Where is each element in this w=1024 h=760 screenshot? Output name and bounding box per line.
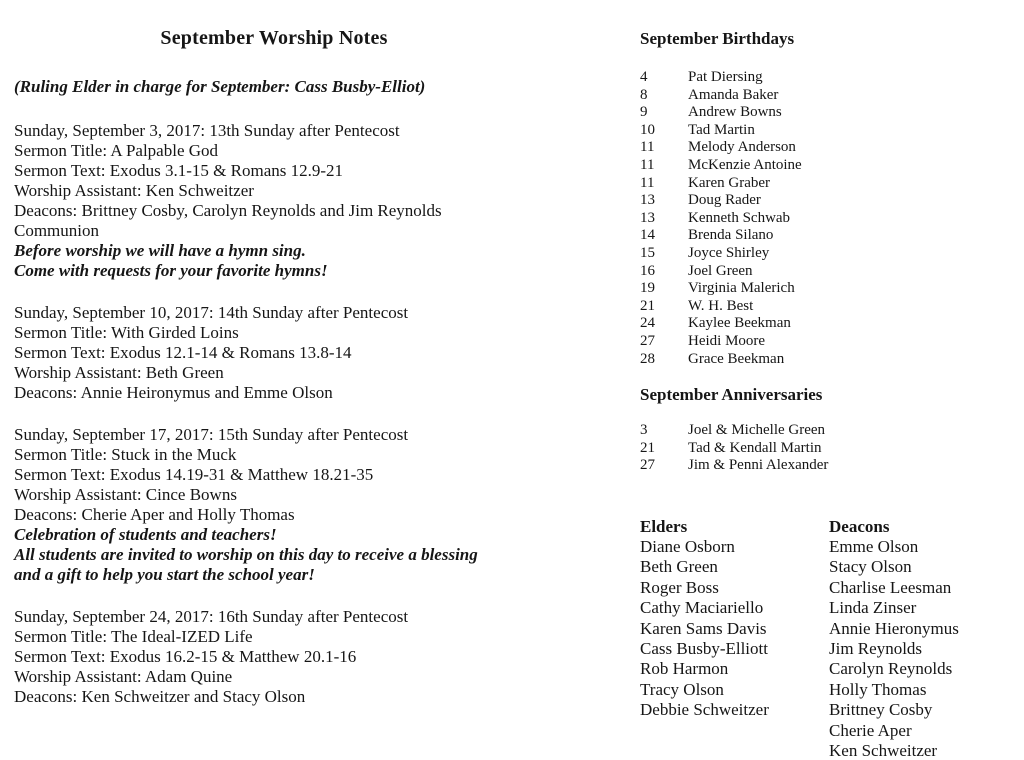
- deacon-name: Linda Zinser: [829, 598, 917, 618]
- service-line: Deacons: Annie Heironymus and Emme Olson: [14, 383, 333, 402]
- anniversary-day: 27: [640, 457, 655, 474]
- elders-heading: Elders: [640, 516, 688, 536]
- service-line: Sunday, September 17, 2017: 15th Sunday after Pentecost: [14, 425, 409, 444]
- birthday-row: [640, 210, 1018, 228]
- deacons-heading: Deacons: [829, 516, 890, 536]
- birthday-day: 14: [640, 227, 655, 244]
- deacons-column: [829, 516, 1018, 760]
- worship-notes-section: [14, 20, 559, 707]
- elder-name: Diane Osborn: [640, 536, 735, 556]
- birthday-name: Karen Graber: [688, 174, 771, 191]
- service-line: Sermon Text: Exodus 16.2-15 & Matthew 20.1-16: [14, 647, 357, 666]
- service-block-sept-17: [14, 425, 559, 585]
- service-line: Sermon Text: Exodus 14.19-31 & Matthew 18.21-35: [14, 465, 374, 484]
- service-line: Worship Assistant: Beth Green: [14, 363, 224, 382]
- service-line: Sermon Title: With Girded Loins: [14, 323, 239, 342]
- birthday-day: 13: [640, 209, 655, 226]
- birthday-name: Grace Beekman: [688, 350, 785, 367]
- deacon-name: Ken Schweitzer: [829, 740, 938, 760]
- elders-list: [640, 537, 829, 721]
- service-line: Sunday, September 10, 2017: 14th Sunday after Pentecost: [14, 303, 409, 322]
- service-line: Deacons: Ken Schweitzer and Stacy Olson: [14, 687, 306, 706]
- elder-name: Beth Green: [640, 557, 718, 577]
- service-line: Sermon Title: A Palpable God: [14, 141, 219, 160]
- service-line: Worship Assistant: Adam Quine: [14, 667, 233, 686]
- birthday-row: [640, 333, 1018, 351]
- birthday-name: W. H. Best: [688, 297, 754, 314]
- birthday-day: 27: [640, 332, 655, 349]
- birthday-row: [640, 69, 1018, 87]
- birthday-row: [640, 157, 1018, 175]
- birthday-row: [640, 280, 1018, 298]
- deacon-name: Brittney Cosby: [829, 700, 933, 720]
- birthday-row: [640, 315, 1018, 333]
- birthday-name: Joyce Shirley: [688, 244, 770, 261]
- birthday-row: [640, 175, 1018, 193]
- ruling-elder-note: (Ruling Elder in charge for September: Cass Busby-Elliot): [14, 77, 426, 96]
- birthday-name: Joel Green: [688, 262, 753, 279]
- birthday-row: [640, 263, 1018, 281]
- deacon-name: Emme Olson: [829, 536, 919, 556]
- birthday-name: Virginia Malerich: [688, 280, 795, 297]
- service-line: Worship Assistant: Ken Schweitzer: [14, 181, 254, 200]
- birthday-name: Melody Anderson: [688, 139, 796, 156]
- birthday-day: 24: [640, 315, 655, 332]
- birthday-row: [640, 192, 1018, 210]
- birthday-name: Kenneth Schwab: [688, 209, 791, 226]
- anniversary-names: Jim & Penni Alexander: [688, 457, 829, 474]
- anniversaries-heading: September Anniversaries: [640, 385, 823, 405]
- birthdays-heading: September Birthdays: [640, 29, 795, 48]
- birthday-name: McKenzie Antoine: [688, 156, 802, 173]
- service-line: Sermon Title: Stuck in the Muck: [14, 445, 237, 464]
- lists-section: [640, 20, 1018, 760]
- elder-name: Cass Busby-Elliott: [640, 638, 768, 658]
- anniversaries-list: [640, 422, 1018, 475]
- service-line: Worship Assistant: Cince Bowns: [14, 485, 237, 504]
- birthday-day: 10: [640, 121, 655, 138]
- birthday-day: 28: [640, 350, 655, 367]
- deacon-name: Stacy Olson: [829, 557, 912, 577]
- birthday-name: Brenda Silano: [688, 227, 774, 244]
- service-block-sept-10: [14, 303, 559, 403]
- elder-name: Karen Sams Davis: [640, 618, 767, 638]
- birthday-day: 13: [640, 192, 655, 209]
- service-line: Communion: [14, 221, 100, 240]
- elder-name: Rob Harmon: [640, 659, 729, 679]
- service-line: Before worship we will have a hymn sing.: [14, 241, 306, 260]
- birthday-name: Pat Diersing: [688, 69, 763, 85]
- anniversary-row: [640, 422, 1018, 440]
- birthday-row: [640, 227, 1018, 245]
- service-line: Sunday, September 24, 2017: 16th Sunday after Pentecost: [14, 607, 409, 626]
- birthday-day: 11: [640, 139, 655, 156]
- birthdays-list: [640, 69, 1018, 368]
- birthday-day: 15: [640, 244, 655, 261]
- elders-column: [640, 516, 829, 760]
- birthday-row: [640, 139, 1018, 157]
- birthday-name: Kaylee Beekman: [688, 315, 791, 332]
- anniversary-day: 21: [640, 439, 655, 456]
- birthday-day: 9: [640, 104, 648, 121]
- deacon-name: Annie Hieronymus: [829, 618, 959, 638]
- anniversary-names: Tad & Kendall Martin: [688, 439, 822, 456]
- service-line: Sermon Text: Exodus 12.1-14 & Romans 13.8-14: [14, 343, 352, 362]
- service-line: Sermon Title: The Ideal-IZED Life: [14, 627, 253, 646]
- birthday-row: [640, 298, 1018, 316]
- anniversary-row: [640, 440, 1018, 458]
- birthday-row: [640, 122, 1018, 140]
- birthday-row: [640, 245, 1018, 263]
- anniversary-names: Joel & Michelle Green: [688, 422, 826, 439]
- birthday-name: Heidi Moore: [688, 332, 766, 349]
- elder-name: Cathy Maciariello: [640, 598, 764, 618]
- deacon-name: Holly Thomas: [829, 679, 927, 699]
- service-block-sept-3: [14, 121, 559, 281]
- anniversary-row: [640, 457, 1018, 475]
- birthday-name: Amanda Baker: [688, 86, 779, 103]
- birthday-day: 11: [640, 156, 655, 173]
- service-line: and a gift to help you start the school year!: [14, 565, 315, 584]
- birthday-name: Andrew Bowns: [688, 104, 782, 121]
- service-line: Sermon Text: Exodus 3.1-15 & Romans 12.9-21: [14, 161, 344, 180]
- birthday-row: [640, 104, 1018, 122]
- birthday-name: Tad Martin: [688, 121, 755, 138]
- service-line: Come with requests for your favorite hymns!: [14, 261, 328, 280]
- birthday-day: 8: [640, 86, 648, 103]
- elder-name: Tracy Olson: [640, 679, 724, 699]
- birthday-day: 16: [640, 262, 655, 279]
- deacon-name: Carolyn Reynolds: [829, 659, 953, 679]
- elder-name: Roger Boss: [640, 577, 719, 597]
- deacon-name: Jim Reynolds: [829, 638, 923, 658]
- deacon-name: Cherie Aper: [829, 720, 912, 740]
- service-line: Deacons: Brittney Cosby, Carolyn Reynolds and Jim Reynolds: [14, 201, 442, 220]
- birthday-row: [640, 351, 1018, 369]
- service-line: Sunday, September 3, 2017: 13th Sunday after Pentecost: [14, 121, 400, 140]
- officers-section: [640, 516, 1018, 760]
- birthday-name: Doug Rader: [688, 192, 761, 209]
- birthday-day: 19: [640, 280, 655, 297]
- service-line: All students are invited to worship on this day to receive a blessing: [14, 545, 478, 564]
- birthday-row: [640, 87, 1018, 105]
- deacon-name: Charlise Leesman: [829, 577, 952, 597]
- service-line: Deacons: Cherie Aper and Holly Thomas: [14, 505, 295, 524]
- service-line: Celebration of students and teachers!: [14, 525, 277, 544]
- page-title: September Worship Notes: [160, 27, 388, 49]
- birthday-day: 21: [640, 297, 655, 314]
- anniversary-day: 3: [640, 422, 648, 439]
- deacons-list: [829, 537, 1018, 760]
- birthday-day: 11: [640, 174, 655, 191]
- service-block-sept-24: [14, 607, 559, 707]
- elder-name: Debbie Schweitzer: [640, 700, 769, 720]
- birthday-day: 4: [640, 69, 648, 85]
